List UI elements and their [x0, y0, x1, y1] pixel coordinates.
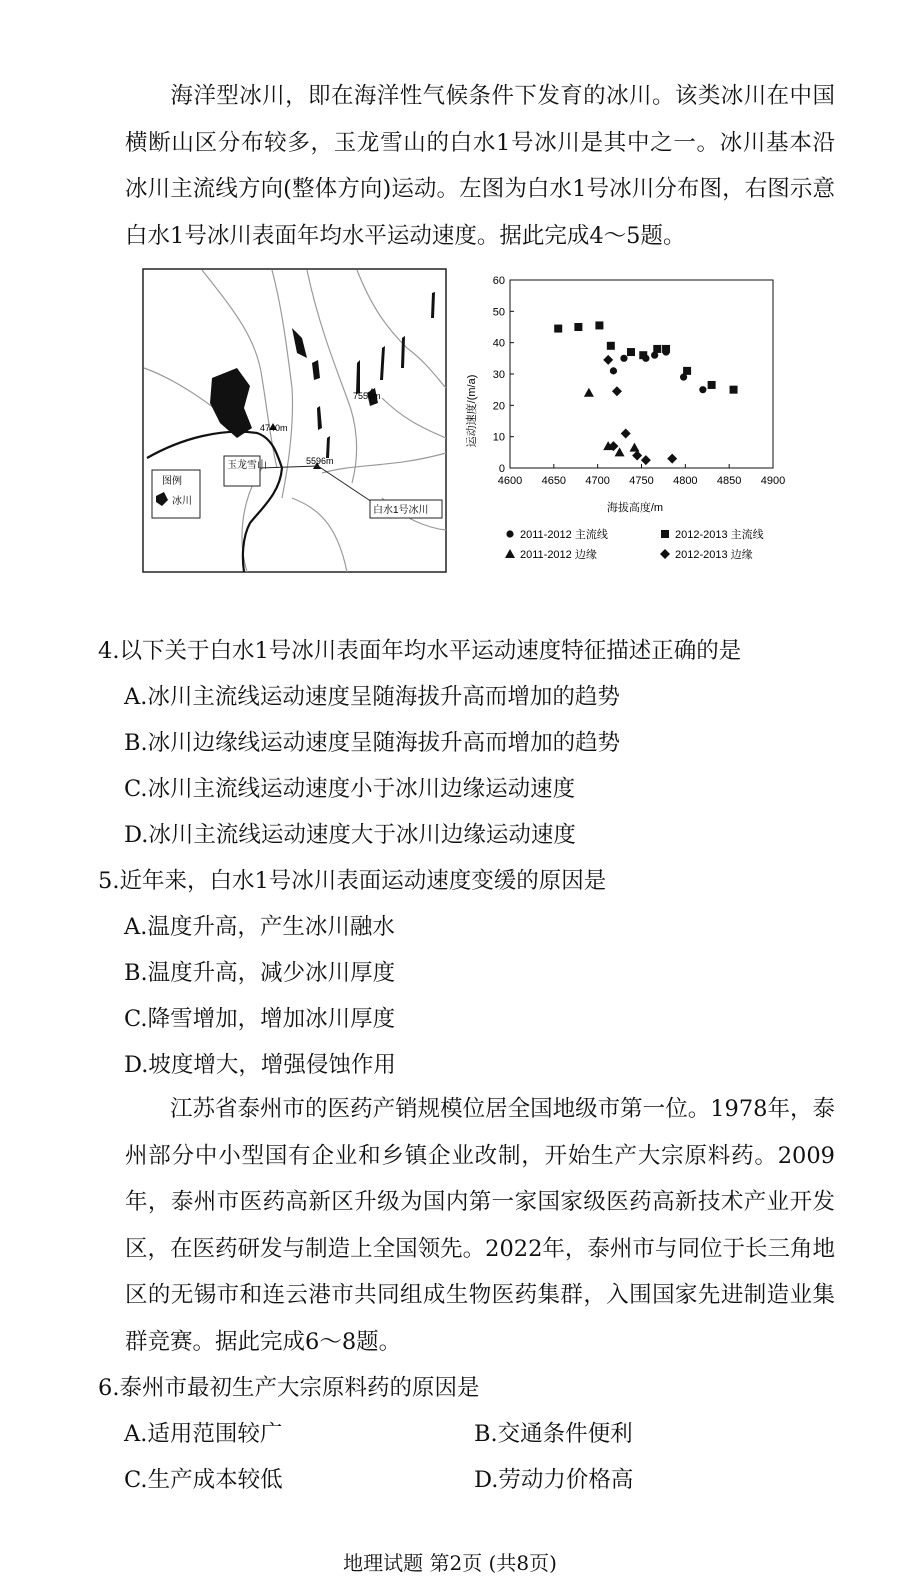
q5-option-b[interactable]: B.温度升高，减少冰川厚度 — [124, 960, 396, 986]
x-tick-label: 4700 — [585, 475, 610, 487]
data-point-series-2 — [708, 381, 716, 389]
intro-paragraph: 海洋型冰川，即在海洋性气候条件下发育的冰川。该类冰川在中国横断山区分布较多，玉龙雪山的白水1号冰川是其中之一。冰川基本沿冰川主流线方向(整体方向)运动。左图为白水1号冰川分布图，右图示意白水1号冰川表面年均水平运动速度。据此完成4～5题。 — [125, 83, 835, 249]
q5-option-c[interactable]: C.降雪增加，增加冰川厚度 — [124, 1006, 396, 1032]
q4-stem: 4.以下关于白水1号冰川表面年均水平运动速度特征描述正确的是 — [98, 638, 742, 664]
data-point-series-3 — [584, 388, 594, 397]
chart-axes — [510, 280, 773, 468]
legend-label-2: 2012-2013 主流线 — [675, 529, 764, 541]
x-tick-label: 4900 — [760, 475, 786, 487]
map-frame — [143, 269, 446, 572]
legend-title: 图例 — [162, 476, 182, 487]
data-point-series-4 — [632, 450, 642, 460]
legend-label-1: 2011-2012 主流线 — [520, 529, 608, 541]
y-tick-label: 40 — [492, 337, 505, 350]
q5-option-a[interactable]: A.温度升高，产生冰川融水 — [124, 914, 395, 940]
second-paragraph: 江苏省泰州市的医药产销规模位居全国地级市第一位。1978年，泰州部分中小型国有企业和乡镇企业改制，开始生产大宗原料药。2009年，泰州市医药高新区升级为国内第一家国家级医药高新技术产业开发区，在医药研发与制造上全国领先。2022年，泰州市与同位于长三角地区的无锡市和连云港市共同组成生物医药集群，入围国家先进制造业集群竞赛。据此完成6～8题。 — [125, 1096, 835, 1355]
legend-marker-2 — [661, 530, 669, 538]
q6-option-a[interactable]: A.适用范围较广 — [124, 1421, 283, 1447]
data-point-series-2 — [554, 325, 562, 333]
data-point-series-2 — [730, 386, 738, 394]
q6-stem: 6.泰州市最初生产大宗原料药的原因是 — [98, 1375, 480, 1401]
q4-option-d[interactable]: D.冰川主流线运动速度大于冰川边缘运动速度 — [124, 822, 576, 848]
q5-stem: 5.近年来，白水1号冰川表面运动速度变缓的原因是 — [98, 868, 607, 894]
legend-marker-4 — [660, 549, 670, 559]
y-tick-label: 20 — [492, 400, 505, 413]
data-point-series-4 — [603, 355, 613, 365]
q6-option-c[interactable]: C.生产成本较低 — [124, 1467, 283, 1493]
x-tick-label: 4800 — [673, 475, 698, 487]
data-point-series-2 — [662, 345, 670, 353]
data-point-series-4 — [641, 455, 651, 465]
y-axis-label: 运动速度/(m/a) — [466, 374, 478, 448]
legend-label-4: 2012-2013 边缘 — [675, 549, 753, 561]
q4-option-b[interactable]: B.冰川边缘线运动速度呈随海拔升高而增加的趋势 — [124, 730, 621, 756]
q4-option-c[interactable]: C.冰川主流线运动速度小于冰川边缘运动速度 — [124, 776, 576, 802]
data-point-series-3 — [629, 443, 639, 452]
legend-marker-1 — [506, 530, 513, 537]
q6-option-d[interactable]: D.劳动力价格高 — [474, 1467, 634, 1493]
plot-frame — [510, 280, 773, 468]
glacier-distribution-map — [142, 268, 447, 573]
legend-marker-3 — [505, 549, 515, 558]
glacier-label: 白水1号冰川 — [373, 505, 429, 516]
data-point-series-2 — [595, 321, 603, 329]
elevation-label-1: 7556m — [353, 391, 381, 401]
data-point-series-2 — [683, 367, 691, 375]
mountain-label: 玉龙雪山 — [227, 460, 267, 471]
page-footer: 地理试题 第2页 (共8页) — [343, 1551, 557, 1575]
data-point-series-3 — [615, 447, 625, 456]
x-tick-label: 4650 — [541, 475, 567, 487]
x-tick-label: 4750 — [629, 475, 654, 487]
elevation-label-2: 4740m — [260, 423, 288, 433]
q5-option-d[interactable]: D.坡度增大，增强侵蚀作用 — [124, 1052, 396, 1078]
data-point-series-1 — [699, 386, 706, 393]
elevation-label-3: 5596m — [306, 456, 334, 466]
x-tick-label: 4600 — [497, 475, 523, 487]
q4-option-a[interactable]: A.冰川主流线运动速度呈随海拔升高而增加的趋势 — [124, 684, 620, 710]
data-point-series-4 — [667, 454, 677, 464]
data-point-series-4 — [621, 429, 631, 439]
data-point-series-1 — [620, 355, 627, 362]
data-point-series-2 — [639, 351, 647, 359]
data-point-series-2 — [574, 323, 582, 331]
data-point-series-4 — [612, 386, 622, 396]
x-axis-label: 海拔高度/m — [606, 502, 664, 514]
chart-legend — [505, 527, 764, 561]
y-tick-label: 30 — [492, 369, 505, 381]
q6-option-b[interactable]: B.交通条件便利 — [474, 1421, 633, 1447]
chart-points — [554, 321, 737, 465]
y-tick-label: 10 — [492, 431, 505, 444]
data-point-series-1 — [610, 367, 617, 374]
y-tick-label: 0 — [498, 463, 505, 475]
legend-item: 冰川 — [172, 496, 192, 507]
x-tick-label: 4850 — [716, 475, 742, 487]
y-tick-label: 60 — [492, 275, 505, 287]
data-point-series-2 — [607, 342, 615, 350]
legend-label-3: 2011-2012 边缘 — [520, 549, 597, 561]
velocity-scatter-chart — [455, 268, 800, 573]
data-point-series-2 — [627, 348, 635, 356]
y-tick-label: 50 — [492, 306, 505, 319]
data-point-series-2 — [653, 345, 661, 353]
